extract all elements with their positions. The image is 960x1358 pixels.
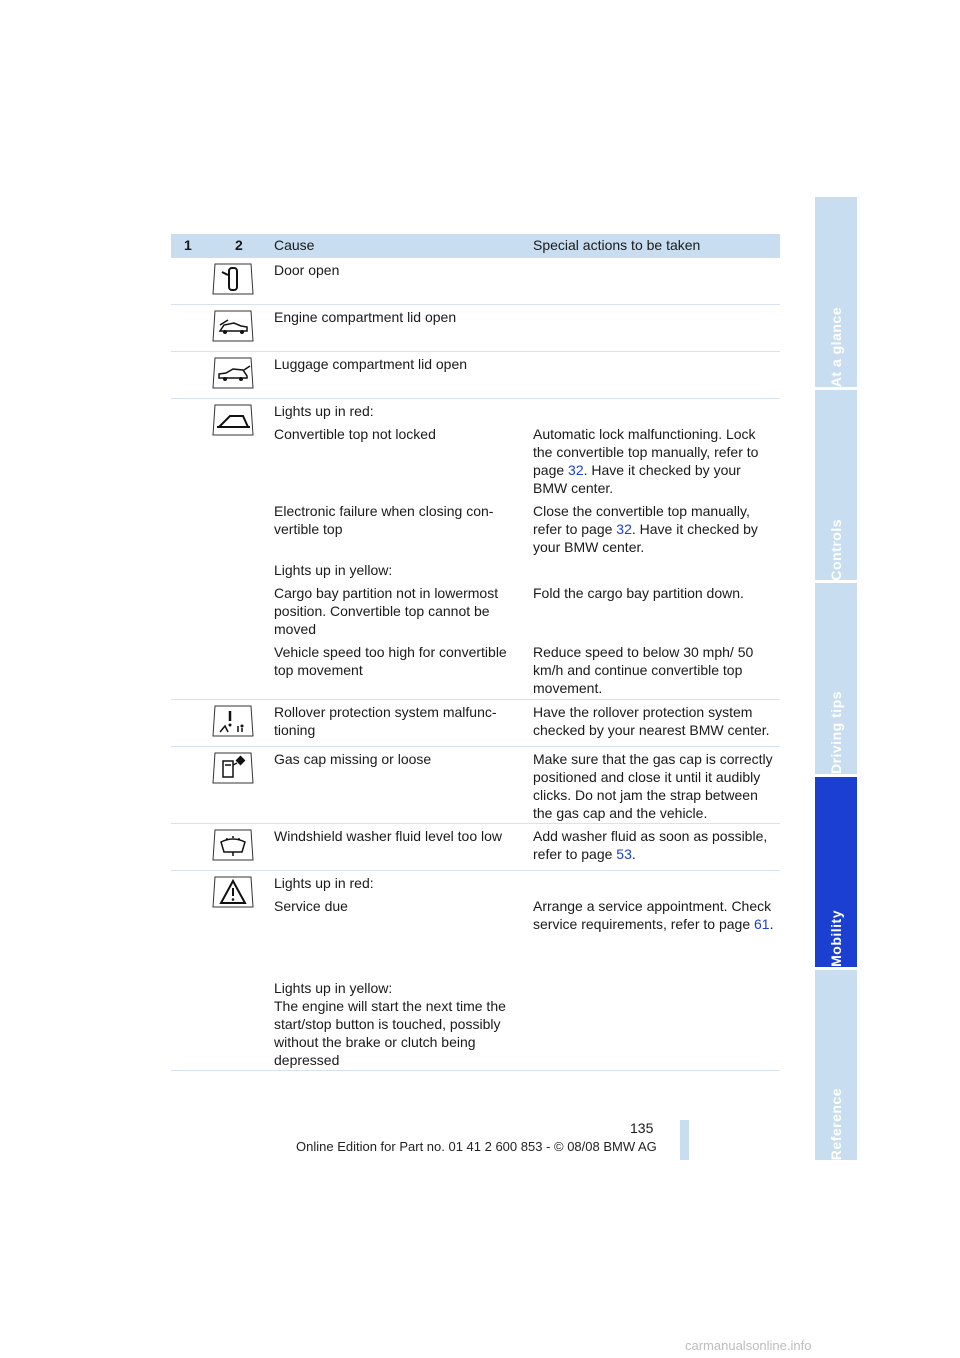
cause-text: Service due bbox=[274, 898, 348, 914]
page-link[interactable]: 32 bbox=[568, 462, 584, 478]
action-text-part: Close the convertible top manually, refer to page bbox=[533, 503, 750, 537]
tab-at-a-glance[interactable] bbox=[815, 197, 857, 387]
tab-reference[interactable] bbox=[815, 970, 857, 1160]
tab-label: Driving tips bbox=[828, 690, 844, 774]
header-col-1: 1 bbox=[184, 237, 192, 253]
table-header bbox=[171, 234, 780, 258]
cause-text: The engine will start the next time the start/stop button is touched, possibly without the brake or clutch being depressed bbox=[274, 998, 506, 1068]
action-text: Have the rollover protection system checked by your nearest BMW center. bbox=[533, 704, 770, 738]
table-row bbox=[171, 399, 780, 700]
cause-text: Rollover protection system malfunc-tioning bbox=[274, 704, 497, 738]
page-link[interactable]: 61 bbox=[754, 916, 770, 932]
cause-text: Windshield washer fluid level too low bbox=[274, 828, 502, 844]
action-text: Make sure that the gas cap is correctly positioned and close it until it audibly clicks. Do not jam the strap between the gas cap and the vehicle. bbox=[533, 751, 773, 821]
tab-label: At a glance bbox=[828, 307, 844, 388]
table-row bbox=[171, 824, 780, 871]
tab-label: Controls bbox=[828, 518, 844, 581]
engine-lid-open-icon bbox=[208, 309, 258, 345]
luggage-lid-open-icon bbox=[208, 356, 258, 392]
action-text: Reduce speed to below 30 mph/ 50 km/h and continue convertible top movement. bbox=[533, 644, 754, 696]
table-row bbox=[171, 352, 780, 399]
cause-text: Vehicle speed too high for convertible top movement bbox=[274, 644, 507, 678]
table-row bbox=[171, 258, 780, 305]
action-text-part: . bbox=[631, 846, 636, 862]
cause-text: Cargo bay partition not in lowermost position. Convertible top cannot be moved bbox=[274, 585, 499, 637]
action-text: Fold the cargo bay partition down. bbox=[533, 585, 744, 601]
page-number: 135 bbox=[630, 1120, 654, 1136]
indicator-table bbox=[171, 234, 780, 1071]
header-col-2: 2 bbox=[235, 237, 243, 253]
action-text bbox=[533, 897, 778, 933]
header-cause: Cause bbox=[274, 237, 315, 253]
page-link[interactable]: 53 bbox=[616, 846, 632, 862]
tab-label: Mobility bbox=[828, 909, 844, 967]
status-label-red: Lights up in red: bbox=[274, 875, 374, 891]
action-text bbox=[533, 827, 778, 863]
header-action: Special actions to be taken bbox=[533, 237, 701, 253]
action-text-part: . bbox=[769, 916, 774, 932]
status-label-yellow: Lights up in yellow: bbox=[274, 980, 393, 996]
rollover-protection-icon bbox=[208, 704, 258, 740]
tab-driving-tips[interactable] bbox=[815, 583, 857, 773]
cause-text: Electronic failure when closing con-vertible top bbox=[274, 503, 494, 537]
action-text-part: . Have it checked by your BMW center. bbox=[533, 462, 741, 496]
tab-controls[interactable] bbox=[815, 390, 857, 580]
gas-cap-icon bbox=[208, 751, 258, 787]
tab-label: Reference bbox=[828, 1087, 844, 1161]
action-text-part: Arrange a service appointment. Check service requirements, refer to page bbox=[533, 898, 772, 932]
action-text-part: Add washer fluid as soon as possible, refer to page bbox=[533, 828, 768, 862]
cause-text: Convertible top not locked bbox=[274, 426, 436, 442]
watermark-text: carmanualsonline.info bbox=[685, 1338, 812, 1353]
table-row bbox=[171, 700, 780, 747]
door-open-icon bbox=[208, 262, 258, 298]
table-row bbox=[171, 871, 780, 1071]
table-row bbox=[171, 747, 780, 824]
tab-mobility[interactable] bbox=[815, 777, 857, 967]
page-link[interactable]: 32 bbox=[616, 521, 632, 537]
washer-fluid-icon bbox=[208, 828, 258, 864]
footer-text: Online Edition for Part no. 01 41 2 600 853 - © 08/08 BMW AG bbox=[296, 1139, 657, 1154]
status-label-red: Lights up in red: bbox=[274, 403, 374, 419]
page-number-bar bbox=[680, 1120, 689, 1160]
status-label-yellow: Lights up in yellow: bbox=[274, 562, 393, 578]
convertible-top-icon bbox=[208, 403, 258, 439]
action-text bbox=[533, 425, 778, 497]
cause-text: Engine compartment lid open bbox=[274, 309, 457, 325]
action-text bbox=[533, 502, 778, 556]
side-navigation bbox=[815, 197, 857, 1160]
action-text-part: Automatic lock malfunctioning. Lock the convertible top manually, refer to page bbox=[533, 426, 759, 478]
table-row bbox=[171, 305, 780, 352]
cause-text: Door open bbox=[274, 262, 340, 278]
action-text-part: . Have it checked by your BMW center. bbox=[533, 521, 758, 555]
cause-text: Gas cap missing or loose bbox=[274, 751, 432, 767]
warning-triangle-icon bbox=[208, 875, 258, 911]
cause-text: Luggage compartment lid open bbox=[274, 356, 468, 372]
